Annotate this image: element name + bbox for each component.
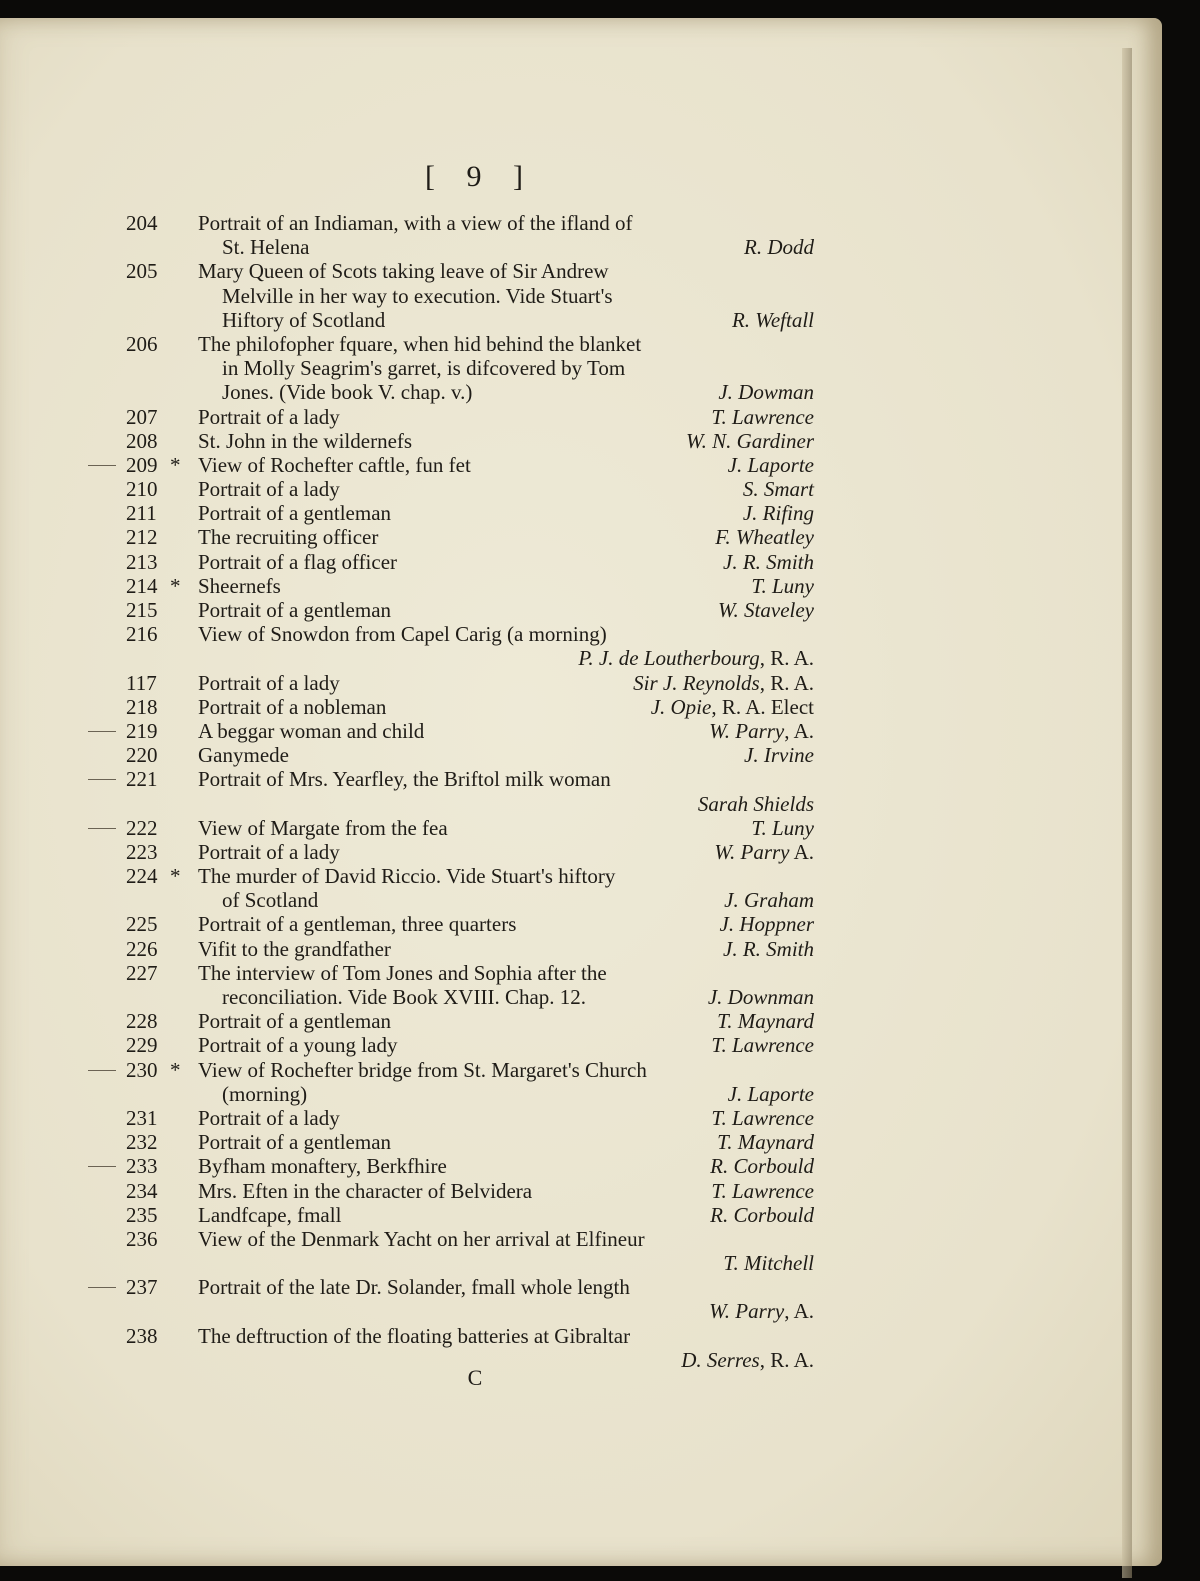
- catalogue-entry: [0, 1130, 1162, 1154]
- artist-name: R. Corbould: [710, 1202, 814, 1227]
- entry-title: St. John in the wildernefs: [198, 428, 413, 453]
- entry-line: [0, 646, 1162, 670]
- entry-line: [0, 1227, 1162, 1251]
- entry-line: [0, 840, 1162, 864]
- artist-name: J. Laporte: [727, 1081, 814, 1106]
- artist-name: W. Parry: [714, 839, 790, 864]
- entry-title: The interview of Tom Jones and Sophia after the: [198, 960, 607, 985]
- artist-suffix: , R. A.: [759, 646, 814, 671]
- entry-artist: [720, 912, 814, 936]
- entry-line: [0, 1324, 1162, 1348]
- entry-line: [0, 1058, 1162, 1082]
- catalogue-entry: [0, 1033, 1162, 1057]
- entry-number: 222: [126, 815, 158, 840]
- entry-title: Mary Queen of Scots taking leave of Sir Andrew: [198, 259, 609, 284]
- entry-number: 216: [126, 622, 158, 647]
- entry-number: 235: [126, 1202, 158, 1227]
- catalogue-entry: [0, 719, 1162, 743]
- entry-line: [0, 792, 1162, 816]
- artist-suffix: , A.: [784, 1299, 814, 1324]
- entry-line: [0, 1251, 1162, 1275]
- asterisk-mark: *: [170, 573, 181, 598]
- entry-line: [0, 501, 1162, 525]
- entry-number: 228: [126, 1009, 158, 1034]
- entry-artist: [751, 574, 814, 598]
- entry-line: [0, 574, 1162, 598]
- margin-dash: [88, 1166, 116, 1167]
- entry-artist: [715, 525, 814, 549]
- catalogue-entry: [0, 1009, 1162, 1033]
- artist-name: S. Smart: [742, 477, 814, 502]
- catalogue-entry: [0, 429, 1162, 453]
- artist-name: T. Luny: [751, 815, 814, 840]
- entry-number: 207: [126, 404, 158, 429]
- entry-line: [0, 1348, 1162, 1372]
- catalogue-entry: [0, 405, 1162, 429]
- artist-name: T. Maynard: [717, 1009, 814, 1034]
- artist-name: Sir J. Reynolds: [633, 670, 760, 695]
- entry-artist: [743, 501, 814, 525]
- artist-name: J. R. Smith: [723, 549, 814, 574]
- entry-artist: [717, 1130, 814, 1154]
- entry-line: [0, 719, 1162, 743]
- margin-dash: [88, 1287, 116, 1288]
- entry-title: (morning): [222, 1081, 308, 1106]
- entry-number: 232: [126, 1130, 158, 1155]
- entry-title: View of Snowdon from Capel Carig (a morning): [198, 622, 607, 647]
- artist-name: F. Wheatley: [715, 525, 814, 550]
- entry-artist: [681, 1348, 814, 1372]
- entry-line: [0, 405, 1162, 429]
- entry-number: 225: [126, 912, 158, 937]
- entry-title: Portrait of a gentleman: [198, 1130, 392, 1155]
- entry-artist: [728, 1082, 814, 1106]
- artist-name: J. Hoppner: [719, 912, 814, 937]
- entry-number: 219: [126, 718, 158, 743]
- entry-artist: [711, 1106, 814, 1130]
- entry-line: [0, 332, 1162, 356]
- entry-line: [0, 1299, 1162, 1323]
- entry-number: 213: [126, 549, 158, 574]
- catalogue-entry: [0, 453, 1162, 477]
- entry-title: Portrait of a gentleman: [198, 501, 392, 526]
- entry-line: [0, 259, 1162, 283]
- entry-title: View of Rochefter caftle, fun fet: [198, 452, 471, 477]
- entry-line: [0, 308, 1162, 332]
- entry-number: 230: [126, 1057, 158, 1082]
- artist-name: W. N. Gardiner: [686, 428, 814, 453]
- entry-artist: [710, 1154, 814, 1178]
- entry-number: 224: [126, 864, 158, 889]
- entry-line: [0, 622, 1162, 646]
- entry-title: The recruiting officer: [198, 525, 379, 550]
- entry-line: [0, 1130, 1162, 1154]
- entry-number: 227: [126, 960, 158, 985]
- entry-artist: [709, 1299, 814, 1323]
- entry-number: 212: [126, 525, 158, 550]
- asterisk-mark: *: [170, 452, 181, 477]
- entry-number: 220: [126, 743, 158, 768]
- entry-artist: [709, 719, 814, 743]
- entry-number: 226: [126, 936, 158, 961]
- entry-artist: [710, 1203, 814, 1227]
- entry-title: Portrait of a lady: [198, 404, 340, 429]
- catalogue-entry: [0, 501, 1162, 525]
- entry-title: Byfham monaftery, Berkfhire: [198, 1154, 447, 1179]
- entry-title: Portrait of a gentleman: [198, 1009, 392, 1034]
- artist-name: R. Corbould: [710, 1154, 814, 1179]
- artist-name: W. Staveley: [717, 598, 814, 622]
- entry-artist: [728, 453, 814, 477]
- entry-artist: [723, 937, 814, 961]
- entry-line: [0, 816, 1162, 840]
- catalogue-entry: [0, 695, 1162, 719]
- artist-name: T. Lawrence: [711, 1105, 814, 1130]
- catalogue-entry: [0, 1324, 1162, 1372]
- entry-artist: [711, 1033, 814, 1057]
- entry-line: [0, 1179, 1162, 1203]
- catalogue-page: [0, 18, 1162, 1566]
- entry-title: Portrait of a lady: [198, 477, 340, 502]
- margin-dash: [88, 731, 116, 732]
- entry-artist: [751, 816, 814, 840]
- entry-number: 209: [126, 452, 158, 477]
- catalogue-entry: [0, 477, 1162, 501]
- signature-mark: C: [467, 1365, 483, 1390]
- artist-name: T. Maynard: [717, 1130, 814, 1155]
- artist-name: W. Parry: [709, 1299, 785, 1324]
- catalogue-entry: [0, 211, 1162, 259]
- entry-artist: [711, 405, 814, 429]
- entry-number: 237: [126, 1275, 158, 1300]
- artist-name: T. Lawrence: [711, 404, 814, 429]
- entry-line: [0, 284, 1162, 308]
- catalogue-entry: [0, 671, 1162, 695]
- catalogue-entry: [0, 525, 1162, 549]
- catalogue-entry: [0, 864, 1162, 912]
- entry-line: [0, 525, 1162, 549]
- entry-number: 236: [126, 1226, 158, 1251]
- entry-line: [0, 1033, 1162, 1057]
- artist-name: J. Opie: [650, 694, 712, 719]
- artist-name: R. Dodd: [744, 235, 814, 260]
- entry-artist: [711, 1179, 814, 1203]
- artist-suffix: , R. A.: [759, 1347, 814, 1372]
- entry-title: Sheernefs: [198, 573, 281, 598]
- entry-line: [0, 598, 1162, 622]
- artist-suffix: , R. A.: [759, 670, 814, 695]
- entry-line: [0, 671, 1162, 695]
- entry-title: Jones. (Vide book V. chap. v.): [222, 380, 473, 405]
- entry-line: [0, 235, 1162, 259]
- catalogue-entry: [0, 1203, 1162, 1227]
- artist-name: J. Dowman: [718, 380, 814, 405]
- artist-name: J. R. Smith: [723, 936, 814, 961]
- entry-artist: [708, 985, 814, 1009]
- entry-number: 204: [126, 211, 158, 235]
- catalogue-entry: [0, 743, 1162, 767]
- entry-title: Mrs. Eften in the character of Belvidera: [198, 1178, 533, 1203]
- entry-artist: [743, 477, 814, 501]
- entry-title: in Molly Seagrim's garret, is difcovered by Tom: [222, 356, 626, 381]
- entry-title: Portrait of a lady: [198, 1105, 340, 1130]
- catalogue-entry: [0, 332, 1162, 405]
- artist-name: T. Mitchell: [723, 1251, 814, 1276]
- margin-dash: [88, 1070, 116, 1071]
- artist-name: D. Serres: [681, 1347, 760, 1372]
- entry-number: 208: [126, 428, 158, 453]
- entry-title: Portrait of an Indiaman, with a view of the ifland of: [198, 211, 633, 235]
- entry-title: A beggar woman and child: [198, 718, 425, 743]
- catalogue-entry: [0, 840, 1162, 864]
- entry-line: [0, 888, 1162, 912]
- entry-artist: [578, 646, 814, 670]
- artist-name: J. Downman: [707, 985, 814, 1009]
- catalogue-entry: [0, 1275, 1162, 1323]
- entry-number: 233: [126, 1154, 158, 1179]
- entry-title: The murder of David Riccio. Vide Stuart's hiftory: [198, 864, 616, 889]
- entry-artist: [714, 840, 814, 864]
- artist-name: T. Lawrence: [711, 1033, 814, 1058]
- artist-name: T. Luny: [751, 573, 814, 598]
- catalogue-entry: [0, 622, 1162, 670]
- entry-title: Ganymede: [198, 743, 289, 768]
- entry-title: View of Rochefter bridge from St. Margaret's Church: [198, 1057, 647, 1082]
- entry-title: Portrait of the late Dr. Solander, fmall whole length: [198, 1275, 630, 1300]
- catalogue-entries: [0, 211, 1162, 1372]
- entry-title: Portrait of a gentleman: [198, 598, 392, 622]
- catalogue-entry: [0, 912, 1162, 936]
- entry-number: 211: [126, 501, 157, 526]
- entry-artist: [633, 671, 814, 695]
- entry-line: [0, 550, 1162, 574]
- entry-artist: [717, 1009, 814, 1033]
- entry-artist: [724, 888, 814, 912]
- entry-number: 231: [126, 1105, 158, 1130]
- entry-number: 218: [126, 694, 158, 719]
- catalogue-entry: [0, 1106, 1162, 1130]
- catalogue-entry: [0, 767, 1162, 815]
- artist-name: J. Irvine: [744, 743, 814, 768]
- entry-artist: [718, 598, 814, 622]
- entry-line: [0, 477, 1162, 501]
- margin-dash: [88, 828, 116, 829]
- entry-artist: [732, 308, 814, 332]
- entry-number: 117: [126, 670, 157, 695]
- entry-artist: [744, 743, 814, 767]
- artist-suffix: , A.: [784, 718, 814, 743]
- artist-name: W. Parry: [709, 718, 785, 743]
- entry-number: 210: [126, 477, 158, 502]
- entry-line: [0, 453, 1162, 477]
- catalogue-entry: [0, 961, 1162, 1009]
- entry-line: [0, 211, 1162, 235]
- entry-artist: [686, 429, 814, 453]
- entry-line: [0, 864, 1162, 888]
- entry-line: [0, 1082, 1162, 1106]
- entry-artist: [723, 1251, 814, 1275]
- entry-number: 234: [126, 1178, 158, 1203]
- asterisk-mark: *: [170, 1057, 181, 1082]
- entry-artist: [723, 550, 814, 574]
- entry-number: 215: [126, 598, 158, 622]
- entry-title: Vifit to the grandfather: [198, 936, 391, 961]
- entry-title: Portrait of a lady: [198, 670, 340, 695]
- entry-title: The deftruction of the floating batteries at Gibraltar: [198, 1323, 631, 1348]
- entry-title: Portrait of a flag officer: [198, 549, 398, 574]
- catalogue-entry: [0, 574, 1162, 598]
- catalogue-entry: [0, 598, 1162, 622]
- entry-line: [0, 961, 1162, 985]
- entry-title: The philofopher fquare, when hid behind the blanket: [198, 331, 642, 356]
- entry-line: [0, 356, 1162, 380]
- catalogue-entry: [0, 1227, 1162, 1275]
- entry-title: View of the Denmark Yacht on her arrival at Elfineur: [198, 1226, 645, 1251]
- entry-title: Portrait of Mrs. Yearfley, the Briftol milk woman: [198, 767, 611, 792]
- entry-title: Landfcape, fmall: [198, 1202, 342, 1227]
- margin-dash: [88, 465, 116, 466]
- entry-line: [0, 380, 1162, 404]
- artist-suffix: A.: [789, 839, 814, 864]
- entry-line: [0, 743, 1162, 767]
- entry-title: Portrait of a gentleman, three quarters: [198, 912, 517, 937]
- entry-title: Hiftory of Scotland: [222, 307, 386, 332]
- catalogue-entry: [0, 1179, 1162, 1203]
- entry-number: 238: [126, 1323, 158, 1348]
- catalogue-entry: [0, 1058, 1162, 1106]
- entry-line: [0, 1275, 1162, 1299]
- entry-artist: [651, 695, 814, 719]
- artist-suffix: , R. A. Elect: [711, 694, 814, 719]
- entry-line: [0, 1009, 1162, 1033]
- entry-number: 229: [126, 1033, 158, 1058]
- artist-name: Sarah Shields: [697, 791, 814, 816]
- entry-number: 221: [126, 767, 158, 792]
- entry-title: View of Margate from the fea: [198, 815, 448, 840]
- entry-line: [0, 912, 1162, 936]
- entry-line: [0, 985, 1162, 1009]
- page-number-header: [ 9 ]: [425, 160, 535, 193]
- entry-title: reconciliation. Vide Book XVIII. Chap. 12.: [222, 985, 587, 1009]
- entry-line: [0, 1106, 1162, 1130]
- entry-title: Portrait of a lady: [198, 839, 340, 864]
- entry-line: [0, 1203, 1162, 1227]
- entry-artist: [698, 792, 814, 816]
- entry-artist: [718, 380, 814, 404]
- catalogue-entry: [0, 1154, 1162, 1178]
- entry-title: Portrait of a nobleman: [198, 694, 387, 719]
- asterisk-mark: *: [170, 864, 181, 889]
- artist-name: J. Laporte: [727, 452, 814, 477]
- catalogue-entry: [0, 550, 1162, 574]
- artist-name: R. Weftall: [731, 307, 814, 332]
- catalogue-entry: [0, 816, 1162, 840]
- entry-line: [0, 429, 1162, 453]
- entry-line: [0, 695, 1162, 719]
- entry-artist: [744, 235, 814, 259]
- entry-title: of Scotland: [222, 888, 319, 913]
- entry-number: 205: [126, 259, 158, 284]
- catalogue-entry: [0, 259, 1162, 332]
- catalogue-entry: [0, 937, 1162, 961]
- artist-name: J. Rifing: [742, 501, 814, 526]
- artist-name: P. J. de Loutherbourg: [578, 646, 760, 671]
- margin-dash: [88, 779, 116, 780]
- entry-number: 206: [126, 331, 158, 356]
- entry-title: Melville in her way to execution. Vide Stuart's: [222, 283, 613, 308]
- entry-title: Portrait of a young lady: [198, 1033, 398, 1058]
- entry-line: [0, 937, 1162, 961]
- artist-name: T. Lawrence: [711, 1178, 814, 1203]
- entry-title: St. Helena: [222, 235, 310, 260]
- entry-line: [0, 1154, 1162, 1178]
- entry-number: 223: [126, 839, 158, 864]
- artist-name: J. Graham: [724, 888, 814, 913]
- entry-line: [0, 767, 1162, 791]
- entry-number: 214: [126, 573, 158, 598]
